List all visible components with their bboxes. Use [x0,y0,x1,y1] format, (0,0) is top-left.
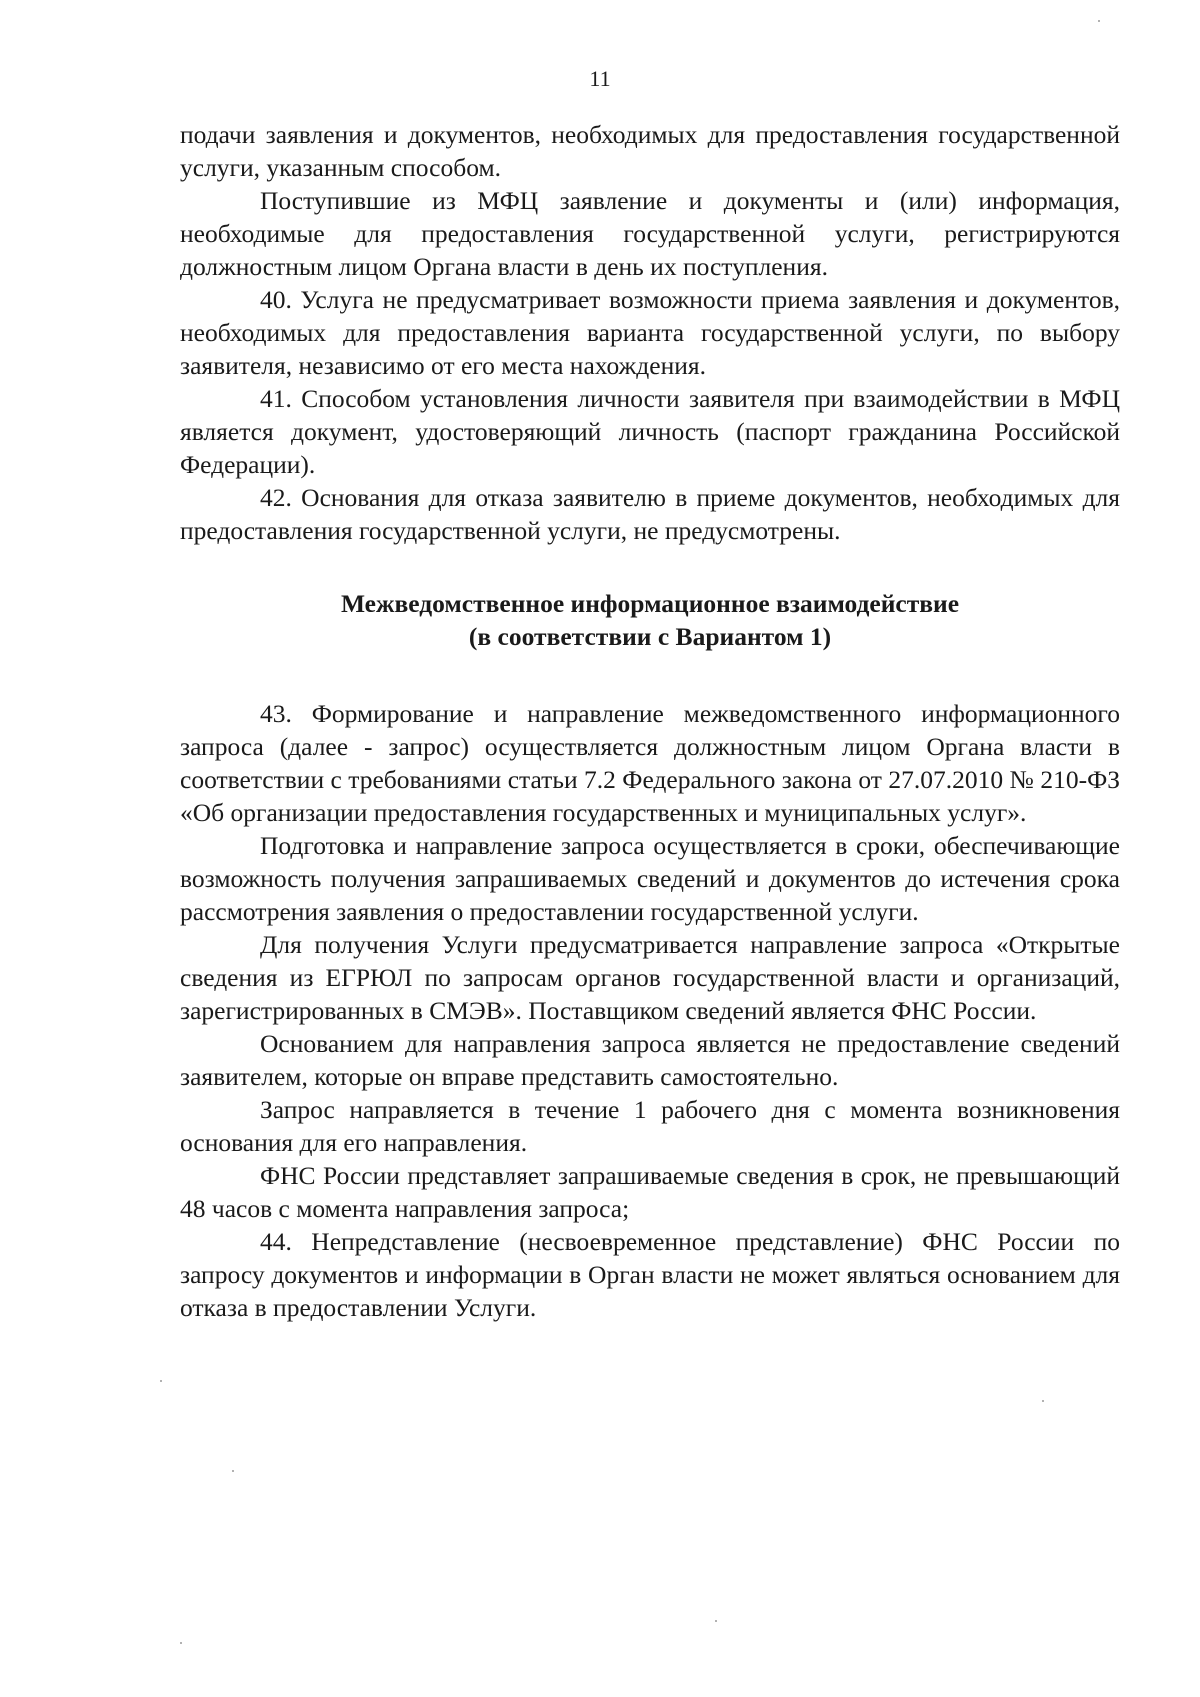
scan-speck [180,1642,182,1644]
document-body [180,118,1120,1324]
paragraph-40: 40. Услуга не предусматривает возможности приема заявления и документов, необходимых для предоставления варианта государственной услуги, по выбору заявителя, независимо от его места нахождения. [180,285,1120,380]
paragraph-request-preparation: Подготовка и направление запроса осуществляется в сроки, обеспечивающие возможность получения запрашиваемых сведений и документов до истечения срока рассмотрения заявления о предоставлении государственной услуги. [180,831,1120,926]
paragraph-request-term: Запрос направляется в течение 1 рабочего дня с момента возникновения основания для его направления. [180,1095,1120,1157]
paragraph-41: 41. Способом установления личности заявителя при взаимодействии в МФЦ является документ, удостоверяющий личность (паспорт гражданина Российской Федерации). [180,384,1120,479]
scan-speck [232,1470,234,1472]
scan-speck [160,1380,162,1382]
section-heading-line2: (в соответствии с Вариантом 1) [468,622,832,651]
section-heading-line1: Межведомственное информационное взаимодействие [340,589,960,618]
scan-speck [1042,1400,1044,1402]
paragraph-continuation: подачи заявления и документов, необходимых для предоставления государственной услуги, указанным способом. [180,120,1120,182]
paragraph-fns-response: ФНС России представляет запрашиваемые сведения в срок, не превышающий 48 часов с момента направления запроса; [180,1161,1120,1223]
page-number: 11 [589,66,611,91]
paragraph-43: 43. Формирование и направление межведомственного информационного запроса (далее - запрос) осуществляется должностным лицом Органа власти в соответствии с требованиями статьи 7.2 Федерального закона от 27.07.2010 № 210-ФЗ «Об организации предоставления государственных и муниципальных услуг». [180,699,1120,827]
paragraph-42: 42. Основания для отказа заявителю в приеме документов, необходимых для предоставления государственной услуги, не предусмотрены. [180,483,1120,545]
scan-speck [1098,20,1100,22]
paragraph-44: 44. Непредставление (несвоевременное представление) ФНС России по запросу документов и информации в Орган власти не может являться основанием для отказа в предоставлении Услуги. [180,1227,1120,1322]
paragraph-mfc-registration: Поступившие из МФЦ заявление и документы и (или) информация, необходимые для предоставления государственной услуги, регистрируются должностным лицом Органа власти в день их поступления. [180,186,1120,281]
section-heading [180,587,1120,653]
paragraph-request-basis: Основанием для направления запроса является не предоставление сведений заявителем, которые он вправе представить самостоятельно. [180,1029,1120,1091]
scan-speck [715,1620,717,1622]
paragraph-egrul-request: Для получения Услуги предусматривается направление запроса «Открытые сведения из ЕГРЮЛ по запросам органов государственной власти и организаций, зарегистрированных в СМЭВ». Поставщиком сведений является ФНС России. [180,930,1120,1025]
